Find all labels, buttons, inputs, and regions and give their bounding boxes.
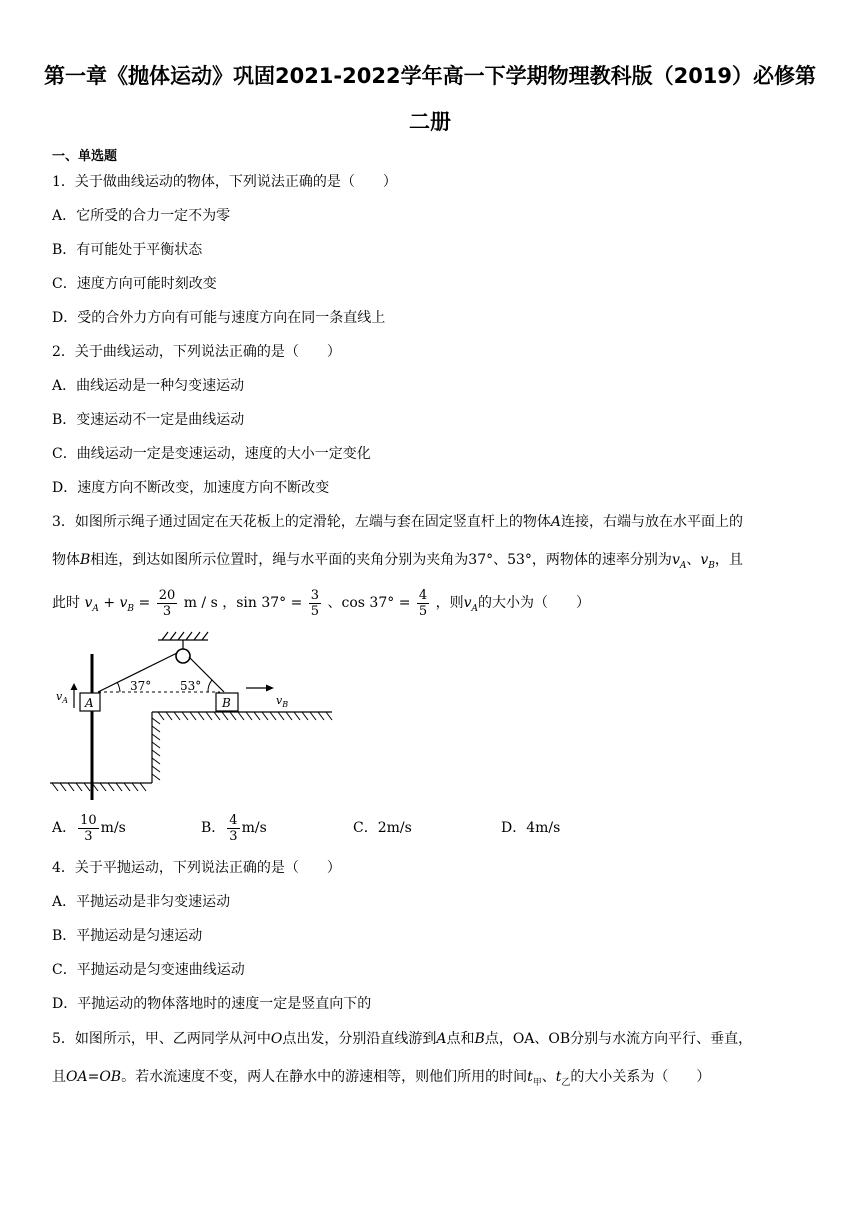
pulley-diagram: [50, 628, 350, 800]
section-heading: 一、单选题: [52, 149, 118, 164]
lower-ground-hatch: [52, 783, 146, 791]
question-3-line-1: 3．如图所示绳子通过固定在天花板上的定滑轮，左端与套在固定竖直杆上的物体A连接，右端与放在水平面上的: [52, 514, 744, 530]
document-title: 第一章《抛体运动》巩固2021-2022学年高一下学期物理教科版（2019）必修第: [43, 64, 817, 88]
velocity-a-symbol: v: [671, 552, 680, 568]
question-4-option-d: D．平抛运动的物体落地时的速度一定是竖直向下的: [52, 996, 372, 1012]
ceiling: [158, 632, 208, 650]
question-4-stem: 4．关于平抛运动，下列说法正确的是（ ）: [52, 860, 341, 876]
question-2-option-d: D．速度方向不断改变，加速度方向不断改变: [52, 480, 330, 496]
question-1-option-a: A．它所受的合力一定不为零: [52, 208, 231, 224]
question-2-stem: 2．关于曲线运动，下列说法正确的是（ ）: [52, 344, 341, 360]
upper-ground-hatch: [158, 712, 332, 720]
pulley: [176, 649, 190, 663]
question-4-option-b: B．平抛运动是匀速运动: [52, 928, 203, 944]
block-a-label: A: [85, 696, 94, 710]
svg-text:vA: $v_A$: [56, 690, 68, 705]
angle-b-label: 53°: [180, 679, 202, 693]
angle-a-label: 37°: [130, 679, 152, 693]
fraction-sin: $\frac{3}{5}$: [310, 587, 320, 619]
angle-arc-b: [208, 680, 212, 692]
question-1-option-b: B．有可能处于平衡状态: [52, 242, 203, 258]
block-b-label: B: [222, 696, 231, 710]
question-4-option-a: A．平抛运动是非匀变速运动: [52, 894, 231, 910]
question-3-option-d: D．4m/s: [501, 820, 561, 836]
fraction-twenty-thirds: $\frac{20}{3}$: [158, 587, 176, 619]
question-4-option-c: C．平抛运动是匀变速曲线运动: [52, 962, 245, 978]
object-a-ref: A: [550, 514, 562, 530]
question-3-line-2: 物体B相连，到达如图所示位置时，绳与水平面的夹角分别为夹角为37°、53°，两物体的速率分别为$v_A$、$v_B$，且: [52, 552, 743, 571]
question-5-line-2: 且OA=OB。若水流速度不变，两人在静水中的游速相等，则他们所用的时间$t_甲$、$t_乙$的大小关系为（ ）: [52, 1069, 711, 1088]
velocity-sum: $v_A + v_B$: [84, 595, 135, 614]
question-3-option-b: B． $\frac{4}{3}$ m/s: [201, 812, 267, 844]
upper-ground: [152, 712, 332, 783]
question-3-line-3: 此时 $v_A + v_B$ = $\frac{20}{3}$ m / s ，sin 37° = $\frac{3}{5}$ 、cos 37° = $\frac{4}{5}$ ，则$v_A$的大小为（ ）: [52, 587, 591, 619]
object-b-ref: B: [80, 552, 91, 568]
document-title-continued: 二册: [409, 110, 451, 134]
question-1-option-c: C．速度方向可能时刻改变: [52, 276, 217, 292]
svg-text:vB: $v_B$: [276, 694, 289, 709]
velocity-b-symbol: v: [700, 552, 709, 568]
question-3-option-c: C．2m/s: [353, 820, 412, 836]
question-2-option-c: C．曲线运动一定是变速运动，速度的大小一定变化: [52, 446, 371, 462]
wall-hatch: [152, 718, 160, 780]
question-2-option-b: B．变速运动不一定是曲线运动: [52, 412, 245, 428]
angle-arc-a: [117, 682, 120, 692]
question-5-line-1: 5．如图所示，甲、乙两同学从河中O点出发，分别沿直线游到A点和B点，OA、OB分别与水流方向平行、垂直，: [52, 1031, 753, 1047]
question-3-option-a: A． $\frac{10}{3}$ m/s: [52, 812, 126, 844]
question-1-option-d: D．受的合外力方向有可能与速度方向在同一条直线上: [52, 310, 386, 326]
question-2-option-a: A．曲线运动是一种匀变速运动: [52, 378, 245, 394]
question-1-stem: 1．关于做曲线运动的物体，下列说法正确的是（ ）: [52, 174, 397, 190]
fraction-cos: $\frac{4}{5}$: [418, 587, 428, 619]
